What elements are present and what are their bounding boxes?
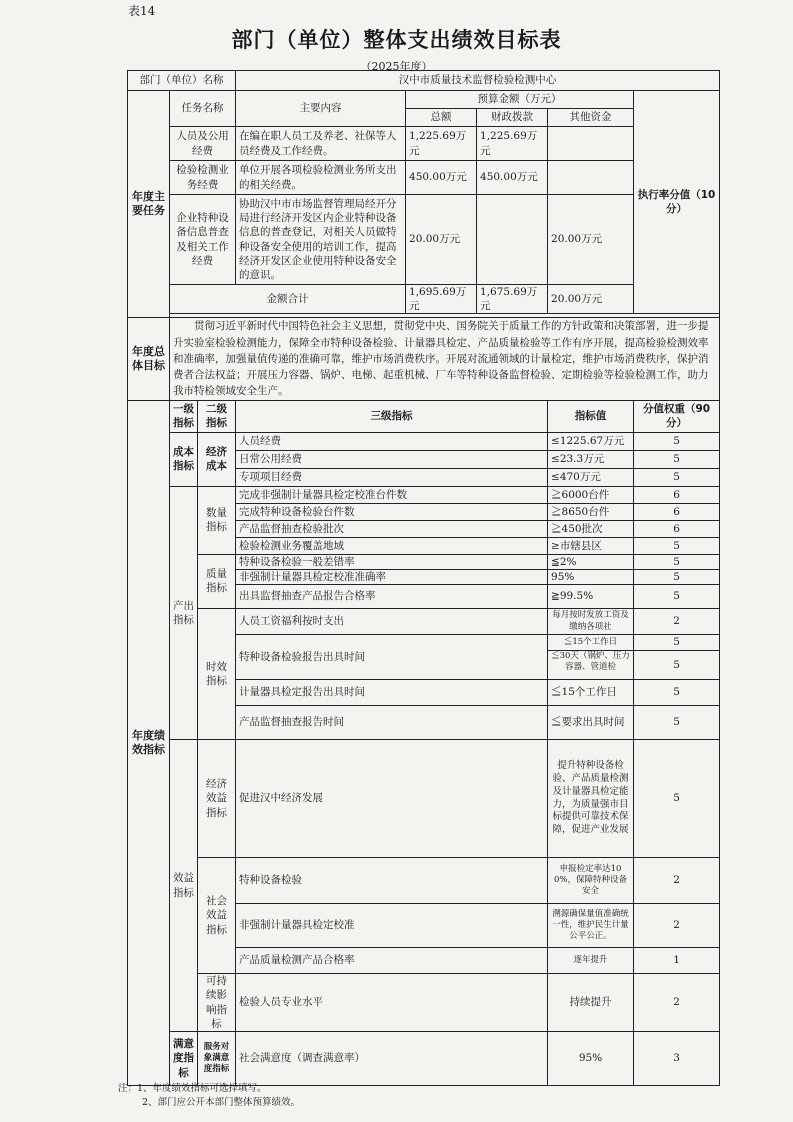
indicator-weight: 5 [634, 468, 720, 486]
indicator-header-row [128, 400, 720, 432]
unit-row [128, 71, 720, 91]
task-content: 协助汉中市市场监督管理局经开分局进行经济开发区内企业特种设备信息的普查登记，对相关人员做特种设备安全使用的培训工作，提高经济开发区企业使用特种设备安全的意识。 [236, 195, 406, 285]
document-title: 部门（单位）整体支出绩效目标表 [231, 28, 562, 52]
indicator-value: ≥市辖县区 [548, 537, 634, 554]
task-total: 20.00万元 [406, 195, 477, 285]
social-benefit-label: 社会效益指标 [198, 858, 236, 974]
annual-goal-text: 贯彻习近平新时代中国特色社会主义思想，贯彻党中央、国务院关于质量工作的方针政策和决策部署，进一步提升实验室检验检测能力，保障全市特种设备检验、计量器具检定、产品质量检验等工作有序开展，提高检验检测效率和准确率，加强量值传递的准确可靠，维护市场消费秩序。开展对流通领域的计量检定，维护市场消费秩序，保护消费者合法权益；开展压力容器、锅炉、电梯、起重机械、厂车等特种设备监督检验、定期检验等检验检测工作，助力我市特检领域安全生产。 [170, 318, 720, 400]
sum-other: 20.00万元 [548, 285, 634, 314]
indicator-weight: 5 [634, 450, 720, 468]
sum-label: 金额合计 [170, 285, 406, 314]
indicator-weight: 6 [634, 520, 720, 537]
indicator-name: 特种设备检验一般差错率 [236, 554, 548, 569]
execution-rate-header: 执行率分值（10分） [634, 91, 720, 314]
indicator-row [128, 858, 720, 904]
task-other: 20.00万元 [548, 195, 634, 285]
indicator-value: 申报检定率达100%，保障特种设备安全 [548, 858, 634, 904]
task-name: 企业特种设备信息普查及相关工作经费 [170, 195, 236, 285]
task-total: 450.00万元 [406, 161, 477, 195]
indicator-name: 完成非强制计量器具检定校准台件数 [236, 486, 548, 503]
indicator-name: 计量器具检定报告出具时间 [236, 680, 548, 706]
indicator-value-pair [548, 635, 634, 680]
quality-indicator-label: 质量指标 [198, 554, 236, 608]
table-number: 表14 [128, 4, 156, 18]
indicator-name: 产品监督抽查报告时间 [236, 706, 548, 740]
indicator-weight: 5 [634, 706, 720, 740]
indicator-weight: 2 [634, 858, 720, 904]
indicator-value: ≦30天（锅炉、压力容器、管道检 [551, 651, 630, 673]
indicator-weight-pair [634, 635, 720, 680]
indicator-name: 产品监督抽查检验批次 [236, 520, 548, 537]
economic-benefit-label: 经济效益指标 [198, 740, 236, 858]
level3-header: 三级指标 [236, 400, 548, 432]
output-indicator-label: 产出指标 [170, 486, 198, 739]
indicator-weight: 5 [634, 569, 720, 584]
goal-row [128, 318, 720, 400]
task-name: 检验检测业务经费 [170, 161, 236, 195]
indicator-value: ≤23.3万元 [548, 450, 634, 468]
indicator-weight: 5 [634, 554, 720, 569]
indicator-name: 检验检测业务覆盖地域 [236, 537, 548, 554]
indicator-value: ≧8650台件 [548, 503, 634, 520]
value-header: 指标值 [548, 400, 634, 432]
indicator-weight: 5 [673, 659, 680, 672]
level1-header: 一级指标 [170, 400, 198, 432]
indicator-name: 产品质量检测产品合格率 [236, 948, 548, 974]
indicator-value: 提升特种设备检验、产品质量检测及计量器具检定能力，为质量强市目标提供可靠技术保障，促进产业发展 [548, 740, 634, 858]
unit-name-value: 汉中市质量技术监督检验检测中心 [236, 71, 720, 91]
tasks-header-row [128, 91, 720, 109]
indicator-name: 特种设备检验 [236, 858, 548, 904]
indicator-name: 人员经费 [236, 432, 548, 450]
performance-goal-table [127, 70, 720, 1086]
indicator-value: 95% [548, 569, 634, 584]
task-row [128, 161, 720, 195]
indicator-value: ≤470万元 [548, 468, 634, 486]
sum-row [128, 285, 720, 314]
indicator-row [128, 432, 720, 450]
footnotes [118, 1082, 300, 1110]
task-content: 在编在职人员工及养老、社保等人员经费及工作经费。 [236, 127, 406, 161]
timeliness-indicator-label: 时效指标 [198, 609, 236, 740]
annual-goal-label: 年度总体目标 [128, 318, 170, 400]
indicator-row [128, 554, 720, 569]
indicator-value: ≦15个工作日 [548, 635, 633, 651]
level2-header: 二级指标 [198, 400, 236, 432]
indicator-value: ≦15个工作日 [548, 680, 634, 706]
benefit-indicator-label: 效益指标 [170, 740, 198, 1032]
indicator-value: 每月按时发放工资及缴纳各项社 [548, 609, 634, 635]
indicator-weight: 6 [634, 486, 720, 503]
indicator-weight: 2 [634, 974, 720, 1032]
indicator-name: 特种设备检验报告出具时间 [236, 635, 548, 680]
indicator-row [128, 609, 720, 635]
indicator-weight: 5 [634, 432, 720, 450]
indicator-value: 逐年提升 [548, 948, 634, 974]
sum-total: 1,695.69万元 [406, 285, 477, 314]
indicator-name: 促进汉中经济发展 [236, 740, 548, 858]
total-header: 总额 [406, 109, 477, 127]
annual-tasks-label: 年度主要任务 [128, 91, 170, 318]
indicator-value: ≦2% [548, 554, 634, 569]
task-row [128, 127, 720, 161]
task-fiscal: 450.00万元 [477, 161, 548, 195]
indicator-value: ≧6000台件 [548, 486, 634, 503]
task-fiscal [477, 195, 548, 285]
sum-fiscal: 1,675.69万元 [477, 285, 548, 314]
indicator-weight: 2 [634, 609, 720, 635]
task-content-header: 主要内容 [236, 91, 406, 127]
indicator-name: 检验人员专业水平 [236, 974, 548, 1032]
indicator-value: 持续提升 [548, 974, 634, 1032]
footnote: 注：1、年度绩效指标可选择填写。 [118, 1083, 267, 1094]
indicator-name: 出具监督抽查产品报告合格率 [236, 585, 548, 609]
service-satisfaction-label: 服务对象满意度指标 [198, 1032, 236, 1086]
indicator-weight: 5 [634, 740, 720, 858]
task-total: 1,225.69万元 [406, 127, 477, 161]
weight-header: 分值权重（90分） [634, 400, 720, 432]
task-row [128, 195, 720, 285]
indicator-weight: 6 [634, 503, 720, 520]
other-funds-header: 其他资金 [548, 109, 634, 127]
document-year: （2025年度） [360, 60, 433, 73]
task-name-header: 任务名称 [170, 91, 236, 127]
indicator-value: ≧450批次 [548, 520, 634, 537]
indicator-row [128, 974, 720, 1032]
indicator-value: 95% [548, 1032, 634, 1086]
indicator-name: 日常公用经费 [236, 450, 548, 468]
cost-indicator-label: 成本指标 [170, 432, 198, 486]
indicator-value: 溯源确保量值准确统一性，维护民生计量公平公正。 [548, 904, 634, 948]
indicator-weight: 5 [634, 537, 720, 554]
indicator-name: 完成特种设备检验台件数 [236, 503, 548, 520]
indicator-row [128, 740, 720, 858]
indicator-row [128, 486, 720, 503]
indicator-row [128, 1032, 720, 1086]
indicator-name: 人员工资福利按时支出 [236, 609, 548, 635]
task-other [548, 161, 634, 195]
indicator-name: 非强制计量器具检定校准 [236, 904, 548, 948]
budget-amount-header: 预算金额（万元） [406, 91, 634, 109]
footnote: 2、部门应公开本部门整体预算绩效。 [142, 1096, 301, 1108]
task-content: 单位开展各项检验检测业务所支出的相关经费。 [236, 161, 406, 195]
task-other [548, 127, 634, 161]
annual-indicators-label: 年度绩效指标 [128, 400, 170, 1085]
indicator-name: 社会满意度（调查满意率） [236, 1032, 548, 1086]
indicator-name: 专项项目经费 [236, 468, 548, 486]
fiscal-header: 财政拨款 [477, 109, 548, 127]
indicator-weight: 1 [634, 948, 720, 974]
quantity-indicator-label: 数量指标 [198, 486, 236, 554]
indicator-value: ≤1225.67万元 [548, 432, 634, 450]
indicator-name: 非强制计量器具检定校准准确率 [236, 569, 548, 584]
indicator-weight: 5 [634, 680, 720, 706]
indicator-weight: 2 [634, 904, 720, 948]
indicator-weight: 5 [634, 635, 719, 651]
task-fiscal: 1,225.69万元 [477, 127, 548, 161]
indicator-weight: 5 [634, 585, 720, 609]
indicator-value: ≦要求出具时间 [548, 706, 634, 740]
unit-name-label: 部门（单位）名称 [128, 71, 236, 91]
indicator-value: ≧99.5% [548, 585, 634, 609]
satisfaction-indicator-label: 满意度指标 [170, 1032, 198, 1086]
economic-cost-label: 经济成本 [198, 432, 236, 486]
sustainable-impact-label: 可持续影响指标 [198, 974, 236, 1032]
indicator-weight: 3 [634, 1032, 720, 1086]
task-name: 人员及公用经费 [170, 127, 236, 161]
